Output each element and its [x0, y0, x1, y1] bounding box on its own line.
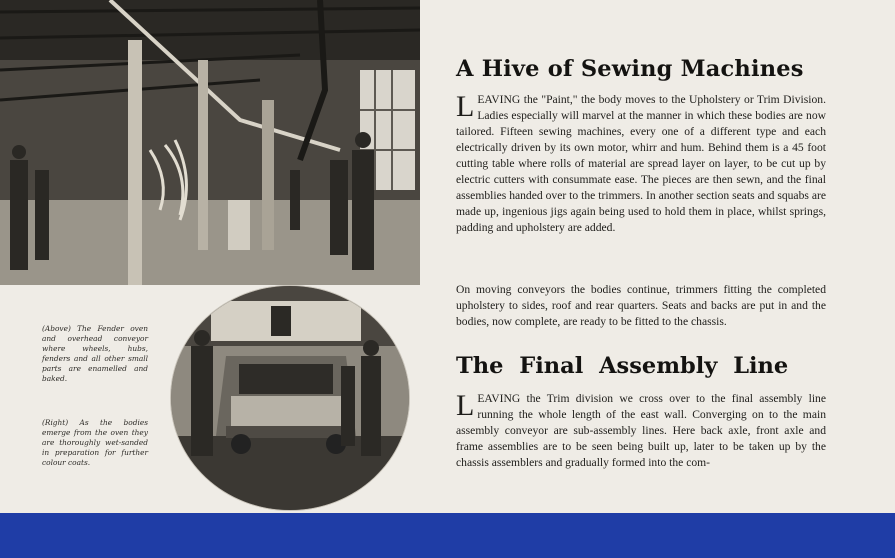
conveyor-paragraph: On moving conveyors the bodies continue, trimmers fitting the completed upholstery to sides, roof and rear quarters. Seats and backs are put in and the bodies, now complete, are ready to be fitted to the chassis. [456, 283, 826, 328]
final-assembly-paragraph [456, 391, 826, 471]
heading-sewing-machines: A Hive of Sewing Machines [456, 56, 804, 82]
final-assembly-text: EAVING the Trim division we cross over to the final assembly line running the whole length of the east wall. Converging on to the main assembly conveyor are sub-assembly lines. Here back axle, front axle and frame assemblies are to be seen being built up, later to be taken up by the chassis assemblers and gradually formed into the com- [456, 392, 826, 469]
sewing-machines-text: EAVING the "Paint," the body moves to the Upholstery or Trim Division. Ladies especially will marvel at the manner in which these bodies are now tailored. Fifteen sewing machines, every one of a different type and each electrically driven by its own motor, whirr and hum. Behind them is a 45 foot cutting table where rolls of material are spread layer on layer, to be cut up by electric cutters with consummate ease. The pieces are then sewn, and the final assemblies handed over to the trimmers. In another section seats and squabs are made up, ingenious jigs again being used to hold them in place, whilst springs, padding and upholstery are added. [456, 93, 826, 234]
sewing-machines-paragraph [456, 92, 826, 236]
factory-oven-photo [0, 0, 420, 285]
caption-right: (Right) As the bodies emerge from the oven they are thoroughly wet-sanded in preparation for further colour coats. [42, 418, 148, 467]
caption-above: (Above) The Fender oven and overhead conveyor where wheels, hubs, fenders and all other small parts are enamelled and baked. [42, 324, 148, 383]
dropcap-letter: L [456, 90, 475, 123]
dropcap-letter: L [456, 389, 475, 422]
heading-final-assembly: The Final Assembly Line [456, 353, 789, 379]
blue-footer-band [0, 513, 895, 558]
car-body-sanding-photo [171, 286, 409, 510]
